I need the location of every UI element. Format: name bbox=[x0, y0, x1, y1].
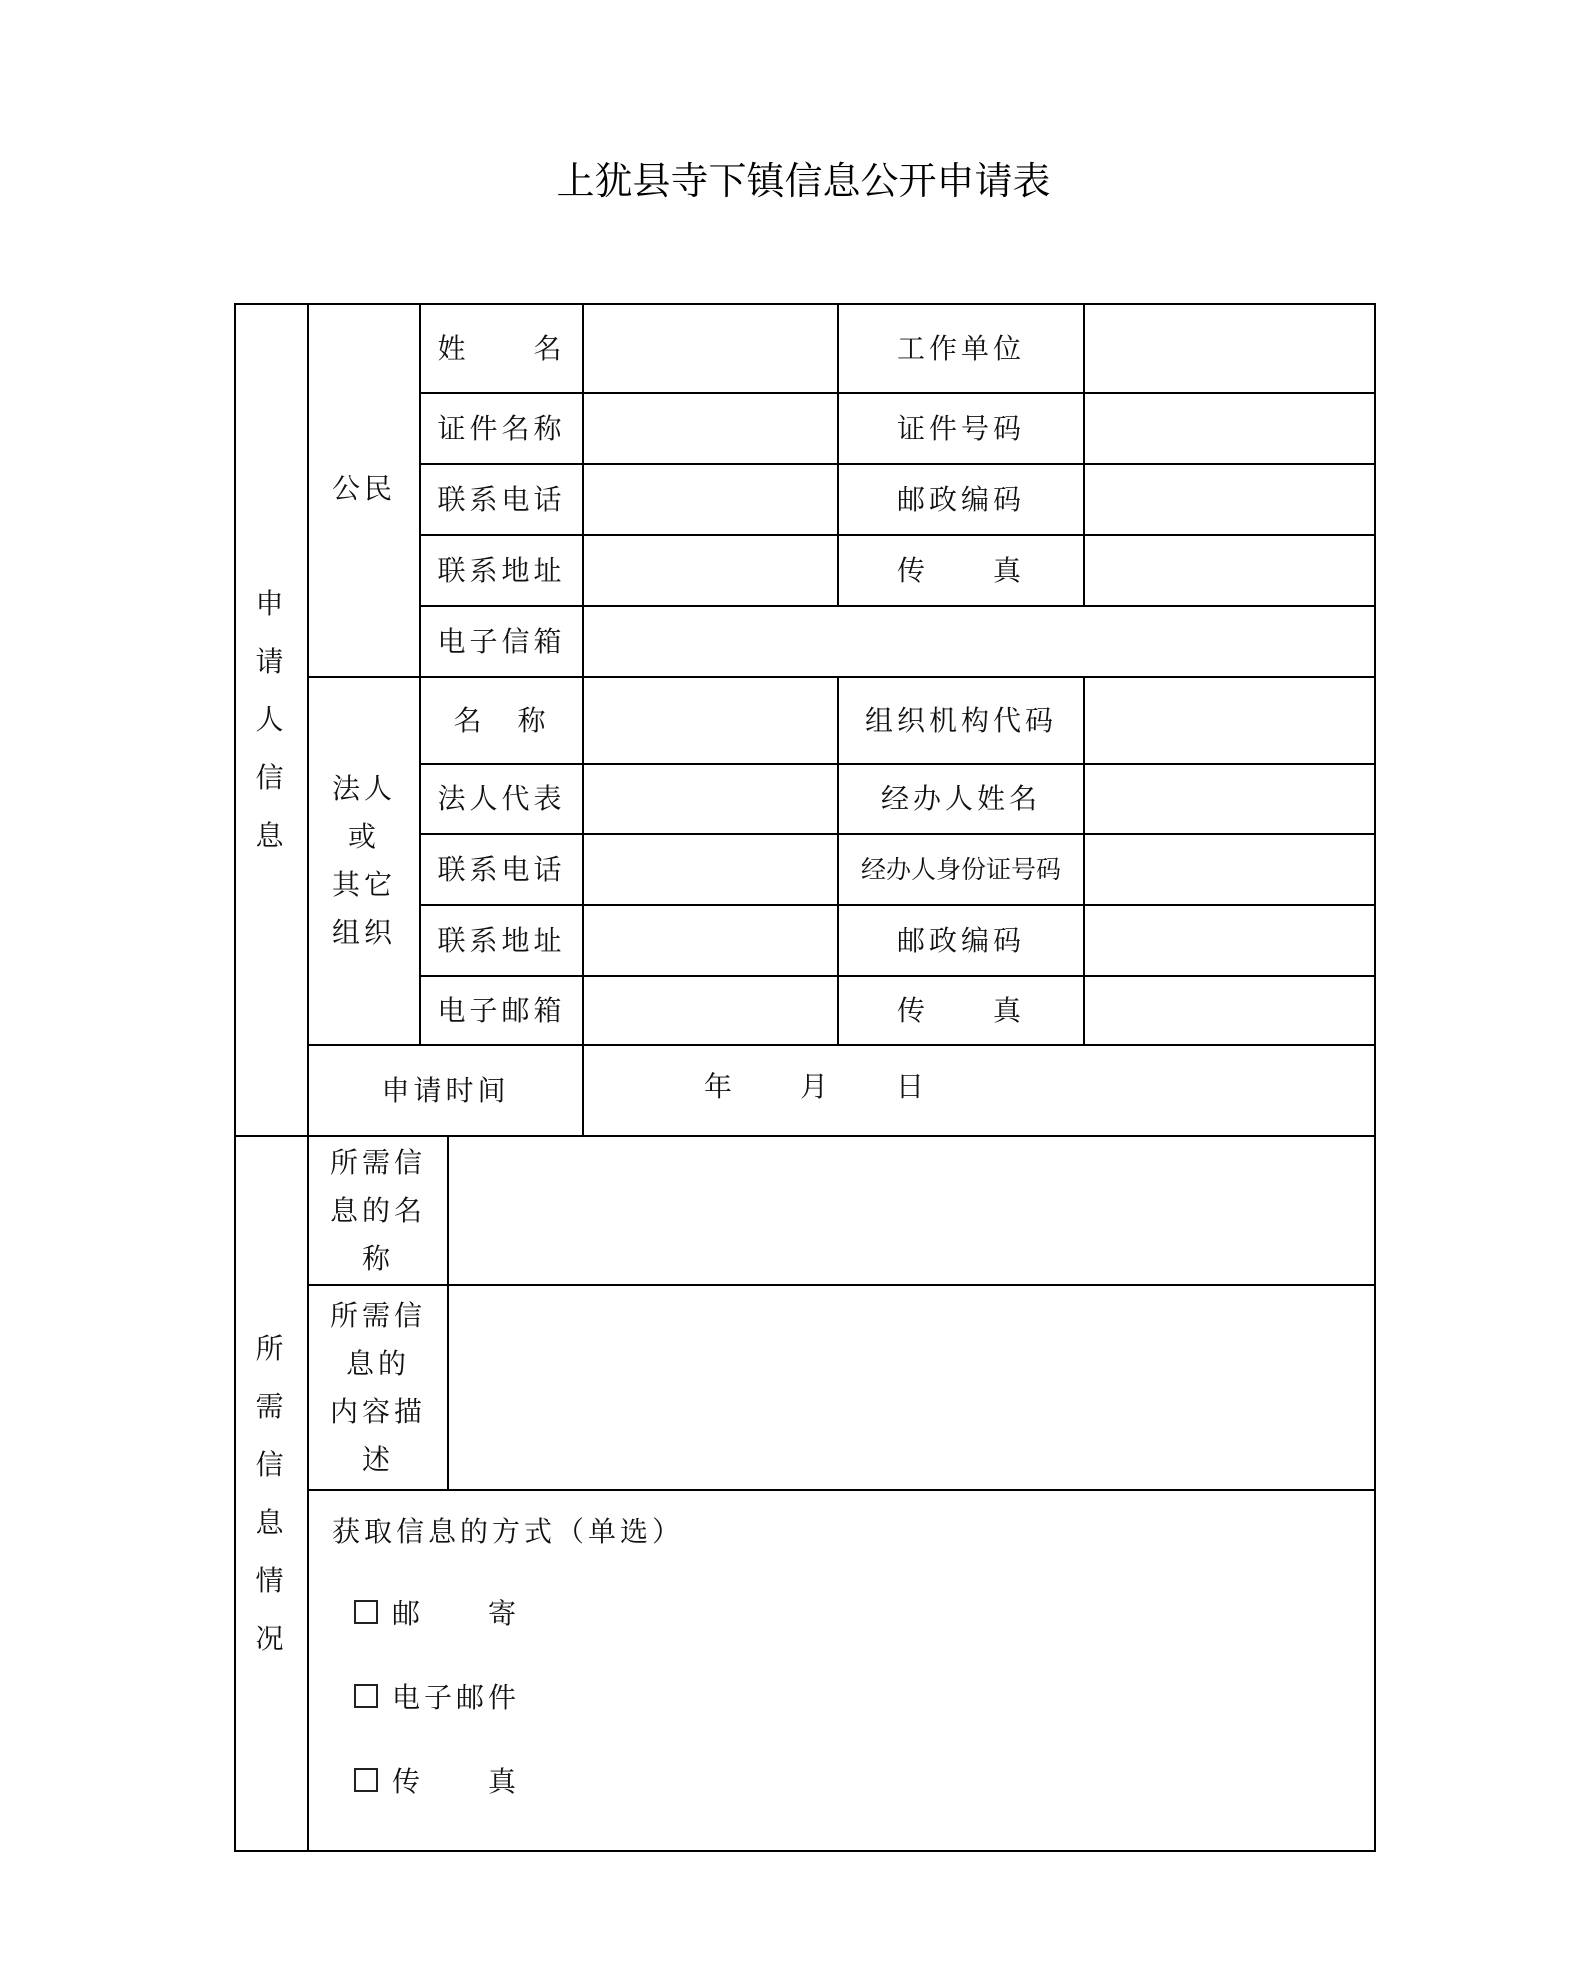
citizen-name-field[interactable] bbox=[582, 303, 839, 394]
page-title: 上犹县寺下镇信息公开申请表 bbox=[556, 159, 1051, 203]
label-handler-id: 经办人身份证号码 bbox=[837, 833, 1085, 906]
label-info-description bbox=[307, 1284, 449, 1491]
section-char: 需 bbox=[255, 1389, 288, 1423]
citizen-work-unit-field[interactable] bbox=[1083, 303, 1376, 394]
org-postcode-field[interactable] bbox=[1083, 904, 1376, 977]
label-line: 息的 bbox=[345, 1346, 410, 1380]
org-fax-field[interactable] bbox=[1083, 975, 1376, 1046]
option-label: 电子邮件 bbox=[392, 1681, 521, 1714]
citizen-id-type-field[interactable] bbox=[582, 392, 839, 465]
label-handler-name: 经办人姓名 bbox=[837, 763, 1085, 835]
label-org-email: 电子邮箱 bbox=[419, 975, 584, 1046]
section-char: 申 bbox=[255, 587, 288, 620]
method-label: 获取信息的方式（单选） bbox=[332, 1515, 685, 1548]
label-org-postcode: 邮政编码 bbox=[837, 904, 1085, 977]
label-apply-time: 申请时间 bbox=[307, 1044, 584, 1137]
info-description-field[interactable] bbox=[447, 1284, 1376, 1491]
info-name-field[interactable] bbox=[447, 1135, 1376, 1286]
method-option-mail[interactable] bbox=[330, 1592, 520, 1632]
option-label: 传 真 bbox=[392, 1765, 521, 1798]
section-char: 信 bbox=[255, 1447, 288, 1481]
org-label-line: 组织 bbox=[331, 916, 396, 949]
citizen-id-number-field[interactable] bbox=[1083, 392, 1376, 465]
section-char: 息 bbox=[255, 1505, 288, 1539]
org-legal-rep-field[interactable] bbox=[582, 763, 839, 835]
label-info-name bbox=[307, 1135, 449, 1286]
section-char: 情 bbox=[255, 1563, 288, 1597]
label-email: 电子信箱 bbox=[419, 605, 584, 678]
checkbox[interactable] bbox=[354, 1768, 378, 1792]
section-char: 息 bbox=[255, 819, 288, 852]
label-line: 息的名 bbox=[329, 1193, 426, 1227]
org-label-line: 或 bbox=[347, 820, 380, 853]
label-org-address: 联系地址 bbox=[419, 904, 584, 977]
label-id-number: 证件号码 bbox=[837, 392, 1085, 465]
org-phone-field[interactable] bbox=[582, 833, 839, 906]
org-label-line: 法人 bbox=[331, 772, 396, 805]
citizen-phone-field[interactable] bbox=[582, 463, 839, 536]
citizen-postcode-field[interactable] bbox=[1083, 463, 1376, 536]
section-char: 请 bbox=[255, 645, 288, 678]
org-handler-id-field[interactable] bbox=[1083, 833, 1376, 906]
org-email-field[interactable] bbox=[582, 975, 839, 1046]
label-line: 所需信 bbox=[329, 1145, 426, 1179]
checkbox[interactable] bbox=[354, 1600, 378, 1624]
org-address-field[interactable] bbox=[582, 904, 839, 977]
org-label bbox=[307, 676, 421, 1046]
label-line: 所需信 bbox=[329, 1298, 426, 1332]
org-label-line: 其它 bbox=[331, 868, 396, 901]
org-code-field[interactable] bbox=[1083, 676, 1376, 765]
section-char: 所 bbox=[255, 1331, 288, 1365]
label-postcode: 邮政编码 bbox=[837, 463, 1085, 536]
section-applicant-info bbox=[234, 303, 309, 1137]
section-required-info bbox=[234, 1135, 309, 1852]
label-line: 称 bbox=[361, 1241, 394, 1275]
label-address: 联系地址 bbox=[419, 534, 584, 607]
label-phone: 联系电话 bbox=[419, 463, 584, 536]
label-line: 内容描 bbox=[329, 1394, 426, 1428]
label-fax: 传 真 bbox=[837, 534, 1085, 607]
label-org-fax: 传 真 bbox=[837, 975, 1085, 1046]
org-name-field[interactable] bbox=[582, 676, 839, 765]
method-option-fax[interactable] bbox=[330, 1760, 520, 1800]
label-name: 姓 名 bbox=[419, 303, 584, 394]
label-work-unit: 工作单位 bbox=[837, 303, 1085, 394]
label-org-phone: 联系电话 bbox=[419, 833, 584, 906]
section-char: 人 bbox=[255, 703, 288, 736]
label-org-name: 名 称 bbox=[419, 676, 584, 765]
org-handler-name-field[interactable] bbox=[1083, 763, 1376, 835]
method-option-email[interactable] bbox=[330, 1676, 520, 1716]
label-org-code: 组织机构代码 bbox=[837, 676, 1085, 765]
citizen-email-field[interactable] bbox=[582, 605, 1376, 678]
option-label: 邮 寄 bbox=[392, 1597, 521, 1630]
label-id-type: 证件名称 bbox=[419, 392, 584, 465]
citizen-fax-field[interactable] bbox=[1083, 534, 1376, 607]
label-line: 述 bbox=[361, 1442, 394, 1476]
apply-time-field[interactable]: 年 月 日 bbox=[582, 1044, 1376, 1137]
label-legal-rep: 法人代表 bbox=[419, 763, 584, 835]
section-char: 信 bbox=[255, 761, 288, 794]
checkbox[interactable] bbox=[354, 1684, 378, 1708]
citizen-label: 公民 bbox=[307, 303, 421, 678]
citizen-address-field[interactable] bbox=[582, 534, 839, 607]
section-char: 况 bbox=[255, 1621, 288, 1655]
